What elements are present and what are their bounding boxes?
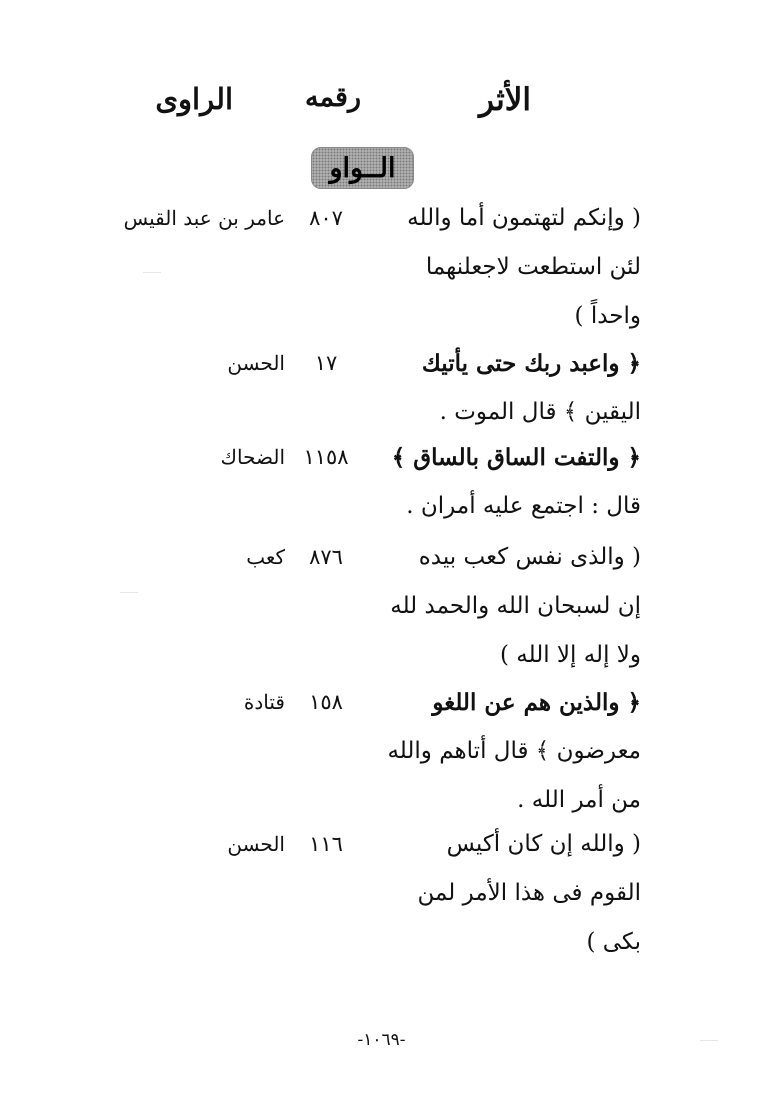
scan-speck (120, 592, 138, 593)
athar-line: واحداً ) (574, 303, 641, 329)
athar-line: ( وإنكم لتهتمون أما والله (407, 205, 641, 231)
entry-number: ٨٧٦ (309, 545, 343, 569)
entry-number: ٨٠٧ (309, 206, 343, 230)
athar-line: ﴿ والتفت الساق بالساق ﴾ (391, 444, 641, 471)
athar-line: ﴿ والذين هم عن اللغو (432, 689, 641, 716)
scan-speck (143, 272, 161, 273)
athar-line: قال : اجتمع عليه أمران . (406, 493, 641, 519)
athar-line: إن لسبحان الله والحمد لله (390, 593, 641, 619)
entry-narrator: كعب (246, 545, 285, 569)
entry-athar (379, 194, 641, 341)
entry-number: ١٧ (314, 351, 338, 375)
entry-narrator: الضحاك (220, 445, 285, 469)
athar-line: ﴿ واعبد ربك حتى يأتيك (421, 350, 641, 377)
entry-narrator: قتادة (243, 690, 285, 714)
column-header (0, 82, 763, 132)
entry-athar (379, 339, 641, 437)
entry-athar (379, 433, 641, 531)
entry-athar (379, 820, 641, 967)
athar-line: معرضون ﴾ قال أتاهم والله (387, 738, 641, 764)
entry-narrator: الحسن (227, 832, 285, 856)
athar-line: من أمر الله . (517, 787, 641, 813)
athar-line: اليقين ﴾ قال الموت . (439, 399, 641, 425)
page-number: -١٠٦٩- (357, 1030, 406, 1050)
athar-line: لئن استطعت لاجعلنهما (425, 254, 641, 280)
entry-narrator: عامر بن عبد القيس (123, 206, 285, 230)
section-letter-box (311, 147, 414, 189)
entry-athar (379, 533, 641, 680)
entry-number: ١١٦ (309, 832, 343, 856)
entry-number: ١٥٨ (309, 690, 343, 714)
athar-line: القوم فى هذا الأمر لمن (417, 880, 641, 906)
header-athar: الأثر (478, 82, 531, 118)
scan-speck (700, 1040, 718, 1041)
header-narrator: الراوى (155, 82, 233, 116)
athar-line: ولا إله إلا الله ) (499, 642, 641, 668)
athar-line: بكى ) (586, 929, 641, 955)
athar-line: ( والله إن كان أكيس (446, 831, 641, 857)
section-letter: الــواو (329, 152, 396, 184)
header-number: رقمه (304, 82, 361, 113)
entry-athar (379, 678, 641, 825)
entry-number: ١١٥٨ (303, 445, 349, 469)
athar-line: ( والذى نفس كعب بيده (418, 544, 641, 570)
entry-narrator: الحسن (227, 351, 285, 375)
